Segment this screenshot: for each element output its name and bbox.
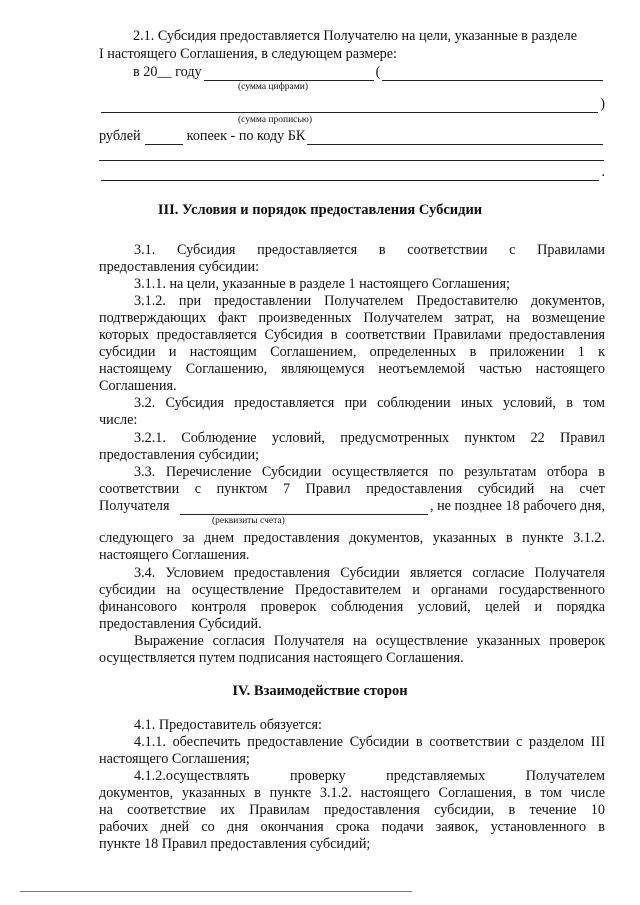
bk-code-blank[interactable]: [307, 131, 603, 145]
section3-title: III. Условия и порядок предоставления Субсидии: [157, 202, 483, 218]
end-dot: .: [601, 164, 605, 180]
p412-line1: 4.1.2.осуществлять проверку представляемых Получателем: [134, 768, 605, 784]
p21-line2: I настоящего Соглашения, в следующем размере:: [99, 46, 397, 62]
account-details-blank[interactable]: [180, 501, 428, 515]
caption-account: (реквизиты счета): [212, 516, 285, 526]
p32-line2: числе:: [99, 412, 138, 428]
p31-line2: предоставления субсидии:: [99, 259, 260, 275]
p312-line6: Соглашения.: [99, 378, 177, 394]
year-prefix: в 20__ году: [133, 64, 202, 80]
p33-line4: следующего за днем предоставления документов, указанных в пункте 3.1.2.: [99, 530, 605, 546]
p311: 3.1.1. на цели, указанные в разделе 1 настоящего Соглашения;: [134, 276, 510, 292]
p412-line5: пункте 18 Правил предоставления субсидий;: [99, 836, 371, 852]
section4-title: IV. Взаимодействие сторон: [232, 683, 408, 699]
p412-line2: документов, указанных в пункте 3.1.2. настоящего Соглашения, в том числе: [99, 785, 605, 801]
p41: 4.1. Предоставитель обязуется:: [134, 717, 322, 733]
p33-line2: соответствии с пунктом 7 Правил предоставления субсидий на счет: [99, 481, 605, 497]
caption-sum-digits: (сумма цифрами): [238, 82, 308, 92]
p412-line4: рабочих дней со дня окончания срока подачи заявок, установленного в: [99, 819, 605, 835]
p34-line3: финансового контроля проверок соблюдения условий, целей и порядка: [99, 599, 605, 615]
amount-words-row: [99, 96, 605, 113]
p312-line4: субсидии и настоящим Соглашением, определенных в приложении 1 к: [99, 344, 605, 360]
year-amount-blank[interactable]: [204, 67, 374, 81]
caption-sum-words: (сумма прописью): [238, 115, 312, 125]
p411-line2: настоящего Соглашения;: [99, 751, 250, 767]
p312-line1: 3.1.2. при предоставлении Получателем Предоставителю документов,: [134, 293, 605, 309]
kop-bk-label: копеек - по коду БК: [186, 128, 306, 144]
bk-code-row-3: [99, 164, 605, 181]
p34-line2: субсидии на осуществление Предоставителем и органами государственного: [99, 582, 605, 598]
p33-line5: настоящего Соглашения.: [99, 547, 250, 563]
close-paren: ): [600, 96, 605, 112]
footnote-separator: [20, 891, 412, 892]
p33-line3: [99, 498, 605, 515]
p21-line1: 2.1. Субсидия предоставляется Получателю на цели, указанные в разделе: [133, 28, 578, 44]
p411-line1: 4.1.1. обеспечить предоставление Субсидии в соответствии с разделом III: [134, 734, 605, 750]
p412-line3: на соответствие их Правилам предоставления субсидии, в течение 10: [99, 802, 605, 818]
rub-label: рублей: [99, 128, 141, 144]
p321-line1: 3.2.1. Соблюдение условий, предусмотренных пунктом 22 Правил: [134, 430, 605, 446]
p33-line1: 3.3. Перечисление Субсидии осуществляется по результатам отбора в: [134, 464, 605, 480]
bk-code-blank-3[interactable]: [101, 167, 599, 181]
consent-line2: осуществляется путем подписания настоящего Соглашения.: [99, 650, 464, 666]
p31-line1: 3.1. Субсидия предоставляется в соответствии с Правилами: [134, 242, 605, 258]
p321-line2: предоставления субсидии;: [99, 447, 260, 463]
p34-line4: предоставления Субсидий.: [99, 616, 262, 632]
open-paren: (: [375, 64, 381, 80]
kopek-blank[interactable]: [145, 131, 183, 145]
recipient-label: Получателя: [99, 498, 170, 514]
deadline-text: , не позднее 18 рабочего дня,: [429, 498, 605, 514]
p34-line1: 3.4. Условием предоставления Субсидии является согласие Получателя: [134, 565, 605, 581]
p312-line5: настоящему Соглашению, являющемуся неотъемлемой частью настоящего: [99, 361, 605, 377]
bk-code-line-2[interactable]: [99, 160, 604, 161]
amount-paren-blank[interactable]: [382, 67, 603, 81]
p312-line3: которых предоставляется Субсидия в соответствии Правилами предоставления: [99, 327, 605, 343]
p312-line2: подтверждающих факт произведенных Получателем затрат, на возмещение: [99, 310, 605, 326]
amount-words-blank[interactable]: [101, 99, 598, 113]
kopek-bk-row: [99, 128, 605, 145]
p32-line1: 3.2. Субсидия предоставляется при соблюдении иных условий, в том: [134, 395, 605, 411]
consent-line1: Выражение согласия Получателя на осуществление указанных проверок: [134, 633, 605, 649]
amount-digits-row: [133, 64, 605, 81]
